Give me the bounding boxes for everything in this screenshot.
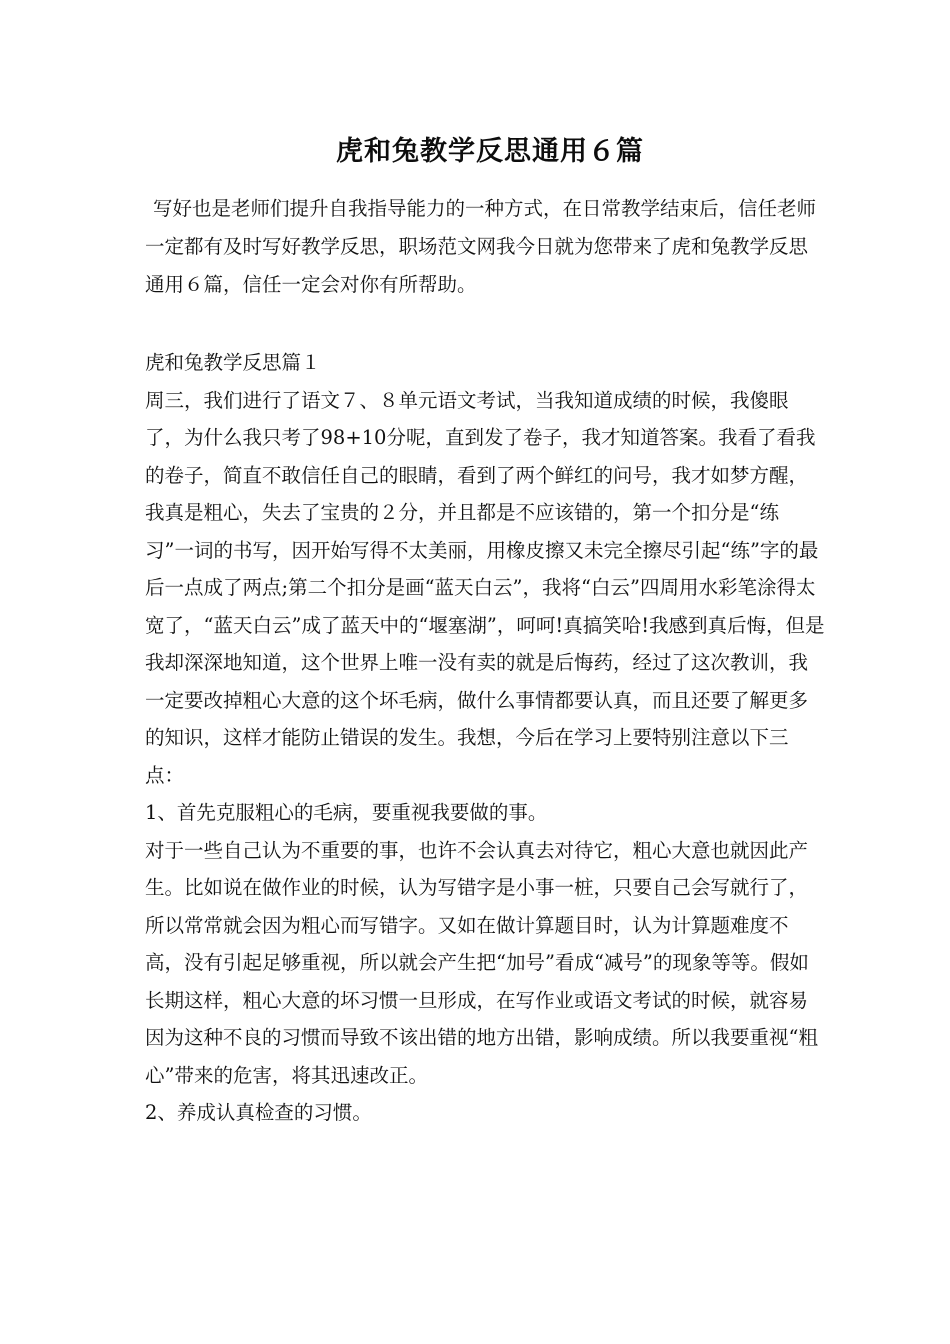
body-paragraph: 周三，我们进行了语文７、８单元语文考试，当我知道成绩的时候，我傻眼了，为什么我只考了98+10分呢，直到发了卷子，我才知道答案。我看了看我的卷子，简直不敢信任自己的眼睛，看到了两个鲜红的问号，我才如梦方醒，我真是粗心，失去了宝贵的２分，并且都是不应该错的，第一个扣分是“练习”一词的书写，因开始写得不太美丽，用橡皮擦又未完全擦尽引起“练”字的最后一点成了两点;第二个扣分是画“蓝天白云”，我将“白云”四周用水彩笔涂得太宽了，“蓝天白云”成了蓝天中的“堰塞湖”，呵呵!真搞笑哈!我感到真后悔，但是我却深深地知道，这个世界上唯一没有卖的就是后悔药，经过了这次教训，我一定要改掉粗心大意的这个坏毛病，做什么事情都要认真，而且还要了解更多的知识，这样才能防止错误的发生。我想，今后在学习上要特别注意以下三点： <box>145 388 825 787</box>
list-point-2: 2、养成认真检查的习惯。 <box>145 1101 372 1124</box>
body-paragraph: 对于一些自己认为不重要的事，也许不会认真去对待它，粗心大意也就因此产生。比如说在做作业的时候，认为写错字是小事一桩，只要自己会写就行了，所以常常就会因为粗心而写错字。又如在做计算题目时，认为计算题难度不高，没有引起足够重视，所以就会产生把“加号”看成“减号”的现象等等。假如长期这样，粗心大意的坏习惯一旦形成，在写作业或语文考试的时候，就容易因为这种不良的习惯而导致不该出错的地方出错，影响成绩。所以我要重视“粗心”带来的危害，将其迅速改正。 <box>145 838 818 1087</box>
list-point-1: 1、首先克服粗心的毛病，要重视我要做的事。 <box>145 801 548 824</box>
document-body <box>145 344 825 1132</box>
intro-paragraph: 写好也是老师们提升自我指导能力的一种方式，在日常教学结束后，信任老师一定都有及时写好教学反思，职场范文网我今日就为您带来了虎和兔教学反思通用６篇，信任一定会对你有所帮助。 <box>145 197 817 296</box>
section-heading: 虎和兔教学反思篇１ <box>145 351 321 374</box>
document-title: 虎和兔教学反思通用６篇 <box>336 136 644 167</box>
